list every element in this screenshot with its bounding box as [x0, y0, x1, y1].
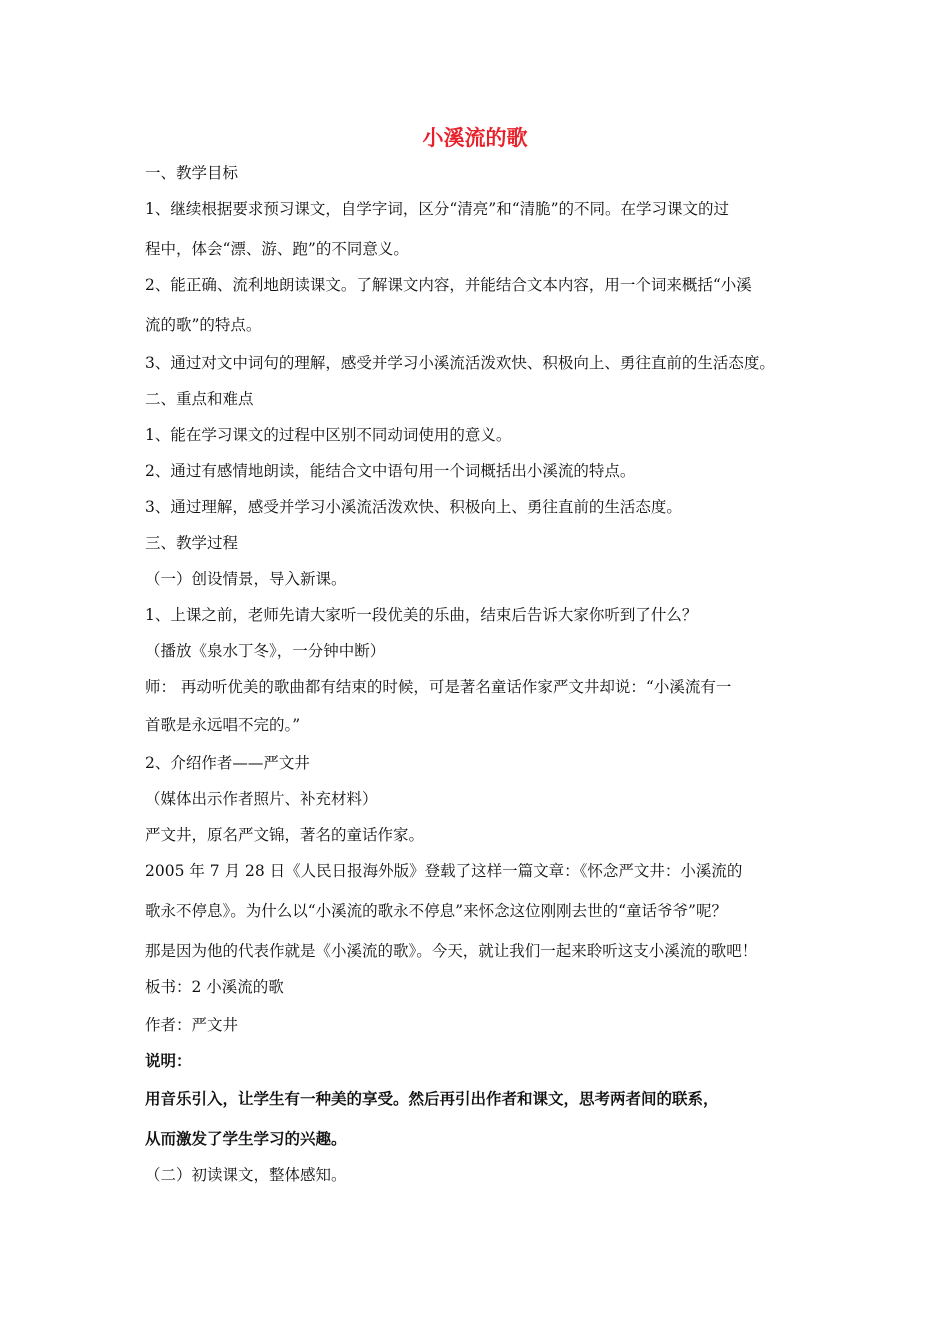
section-heading-objectives: 一、教学目标	[145, 164, 239, 182]
subsection-heading: （二）初读课文，整体感知。	[145, 1166, 347, 1184]
section-heading-process: 三、教学过程	[145, 534, 239, 552]
paragraph-line: （播放《泉水丁冬》，一分钟中断）	[145, 642, 386, 660]
paragraph-line: 那是因为他的代表作就是《小溪流的歌》。今天，就让我们一起来聆听这支小溪流的歌吧！	[145, 942, 758, 960]
paragraph-line: 1、上课之前，老师先请大家听一段优美的乐曲，结束后告诉大家你听到了什么？	[145, 606, 698, 624]
paragraph-line: 2、通过有感情地朗读，能结合文中语句用一个词概括出小溪流的特点。	[145, 462, 636, 480]
paragraph-line: 2、能正确、流利地朗读课文。了解课文内容，并能结合文本内容，用一个词来概括“小溪	[145, 276, 752, 294]
paragraph-line: 1、继续根据要求预习课文，自学字词，区分“清亮”和“清脆”的不同。在学习课文的过	[145, 200, 730, 218]
paragraph-line: 严文井，原名严文锦，著名的童话作家。	[145, 826, 425, 844]
note-heading: 说明：	[145, 1051, 192, 1070]
section-heading-key-points: 二、重点和难点	[145, 390, 254, 408]
board-note: 板书：2 小溪流的歌	[145, 978, 284, 996]
paragraph-line: 流的歌”的特点。	[145, 316, 262, 334]
subsection-heading: （一）创设情景，导入新课。	[145, 570, 347, 588]
paragraph-line: 师： 再动听优美的歌曲都有结束的时候，可是著名童话作家严文井却说：“小溪流有一	[145, 678, 732, 696]
board-note-author: 作者：严文井	[145, 1016, 239, 1034]
note-text: 用音乐引入，让学生有一种美的享受。然后再引出作者和课文，思考两者间的联系，	[145, 1089, 719, 1108]
paragraph-line: 3、通过理解，感受并学习小溪流活泼欢快、积极向上、勇往直前的生活态度。	[145, 498, 682, 516]
document-title: 小溪流的歌	[422, 125, 528, 150]
paragraph-line: 首歌是永远唱不完的。”	[145, 716, 301, 734]
note-text: 从而激发了学生学习的兴趣。	[145, 1129, 347, 1148]
paragraph-line: （媒体出示作者照片、补充材料）	[145, 790, 378, 808]
paragraph-line: 程中，体会“漂、游、跑”的不同意义。	[145, 240, 409, 258]
paragraph-line: 2005 年 7 月 28 日《人民日报海外版》登载了这样一篇文章：《怀念严文井：小溪流的	[145, 862, 743, 880]
paragraph-line: 2、介绍作者——严文井	[145, 754, 310, 772]
paragraph-line: 1、能在学习课文的过程中区别不同动词使用的意义。	[145, 426, 512, 444]
paragraph-line: 歌永不停息》。为什么以“小溪流的歌永不停息”来怀念这位刚刚去世的“童话爷爷”呢？	[145, 902, 727, 920]
paragraph-line: 3、通过对文中词句的理解，感受并学习小溪流活泼欢快、积极向上、勇往直前的生活态度。	[145, 354, 775, 372]
